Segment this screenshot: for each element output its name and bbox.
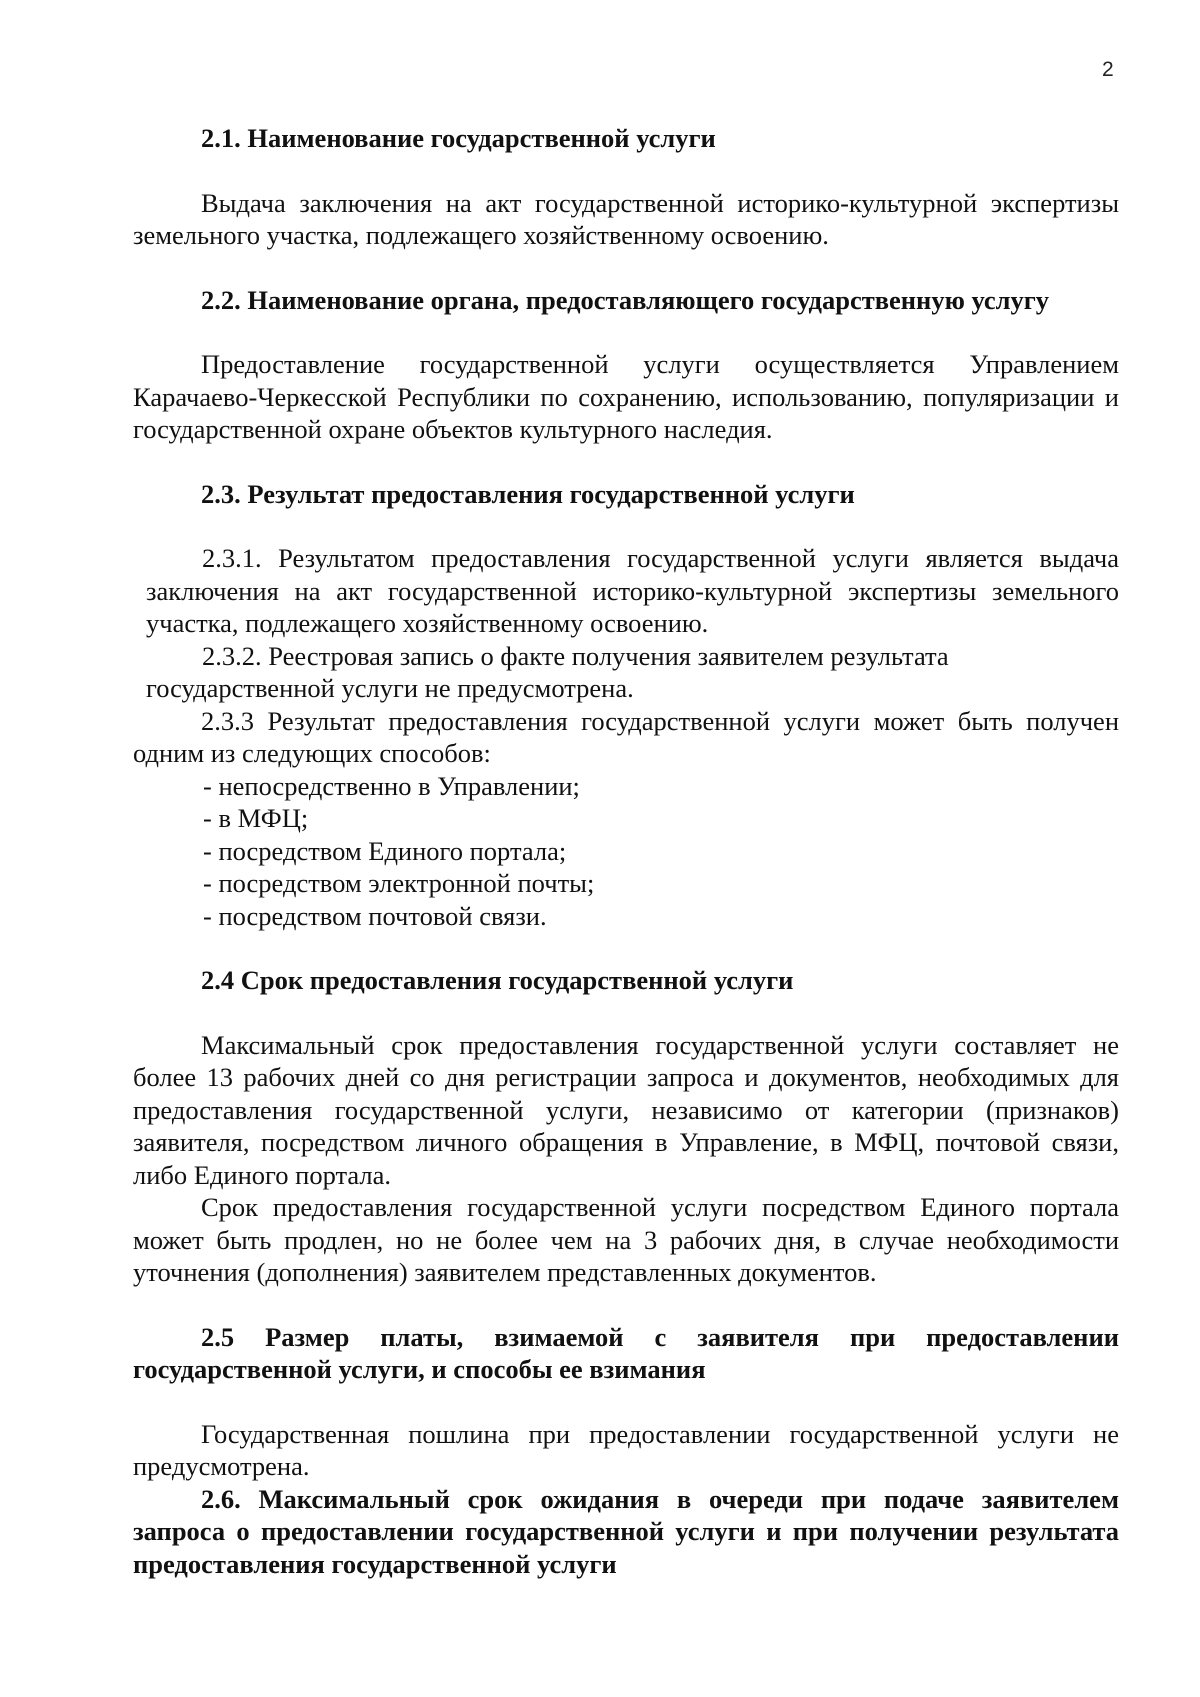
list-item: - в МФЦ; xyxy=(203,803,309,833)
list-item: - посредством Единого портала; xyxy=(203,835,567,866)
heading-2-4: 2.4 Срок предоставления государственной услуги xyxy=(201,965,794,995)
paragraph-2-5: Государственная пошлина при предоставлении государственной услуги не предусмотрена. xyxy=(133,1418,1119,1481)
heading-2-1: 2.1. Наименование государственной услуги xyxy=(201,123,716,153)
paragraph-2-4-1: Максимальный срок предоставления государственной услуги составляет не более 13 рабочих дней со дня регистрации запроса и документов, необходимых для предоставления государственной услуги, независимо от категории (признаков) заявителя, посредством личного обращения в Управление, в МФЦ, почтовой связи, либо Единого портала. xyxy=(133,1029,1119,1190)
paragraph-2-2: Предоставление государственной услуги осуществляется Управлением Карачаево-Черкесской Республики по сохранению, использованию, популяризации и государственной охране объектов культурного наследия. xyxy=(133,349,1119,444)
paragraph-2-3-2a: 2.3.2. Реестровая запись о факте получения заявителем результата xyxy=(202,640,949,671)
page-number: 2 xyxy=(1102,58,1114,81)
document-body xyxy=(133,122,1119,1580)
heading-2-5: 2.5 Размер платы, взимаемой с заявителя при предоставлении государственной услуги, и способы ее взимания xyxy=(133,1321,1119,1384)
paragraph-2-3-2b: государственной услуги не предусмотрена. xyxy=(146,673,634,703)
paragraph-2-3-3: 2.3.3 Результат предоставления государственной услуги может быть получен одним из следующих способов: xyxy=(133,705,1119,768)
list-item: - посредством почтовой связи. xyxy=(203,900,547,931)
paragraph-2-4-2: Срок предоставления государственной услуги посредством Единого портала может быть продлен, но не более чем на 3 рабочих дня, в случае необходимости уточнения (дополнения) заявителем представленных документов. xyxy=(133,1192,1119,1287)
heading-2-2: 2.2. Наименование органа, предоставляющего государственную услугу xyxy=(201,284,1050,315)
paragraph-2-3-1: 2.3.1. Результатом предоставления государственной услуги является выдача заключения на акт государственной историко-культурной экспертизы земельного участка, подлежащего хозяйственному освоению. xyxy=(146,543,1119,638)
result-methods-list xyxy=(133,770,1119,933)
heading-2-3: 2.3. Результат предоставления государственной услуги xyxy=(201,478,855,509)
heading-2-6: 2.6. Максимальный срок ожидания в очереди при подаче заявителем запроса о предоставлении государственной услуги и при получении результата предоставления государственной услуги xyxy=(133,1483,1119,1579)
list-item: - посредством электронной почты; xyxy=(203,868,595,898)
paragraph-2-1: Выдача заключения на акт государственной историко-культурной экспертизы земельного участка, подлежащего хозяйственному освоению. xyxy=(133,187,1119,250)
list-item: - непосредственно в Управлении; xyxy=(203,770,580,801)
